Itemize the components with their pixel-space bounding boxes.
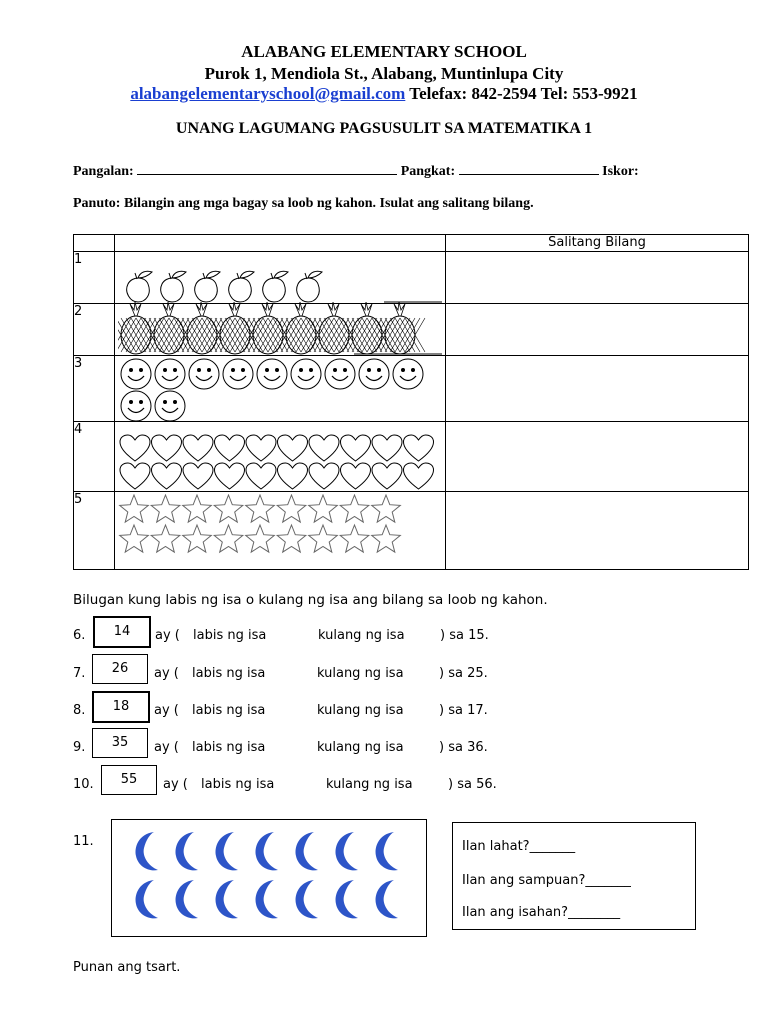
star-icon — [372, 525, 401, 552]
answer-cell[interactable] — [446, 492, 749, 570]
item-number: 6. — [73, 628, 86, 643]
row-number: 3 — [74, 356, 115, 422]
header-blank-cell — [74, 235, 115, 252]
school-name: ALABANG ELEMENTARY SCHOOL — [241, 42, 527, 61]
row-number: 2 — [74, 304, 115, 356]
crescent-moon-icon — [136, 880, 158, 918]
heart-icon — [215, 435, 245, 461]
star-icon — [214, 495, 243, 522]
contact-numbers: Telefax: 842-2594 Tel: 553-9921 — [409, 84, 638, 103]
star-icon — [151, 495, 180, 522]
heart-icon — [278, 463, 308, 489]
heart-icon — [120, 435, 150, 461]
smiley-icon — [325, 359, 355, 389]
crescent-moon-icon — [176, 832, 198, 870]
ay-label: ay ( — [154, 666, 179, 681]
questions-box — [452, 822, 696, 930]
pineapple-icon — [309, 302, 359, 354]
smiley-icon — [223, 359, 253, 389]
number-box: 14 — [93, 616, 151, 648]
smiley-icon — [189, 359, 219, 389]
smiley-icon — [393, 359, 423, 389]
item-number: 9. — [73, 740, 86, 755]
ay-label: ay ( — [163, 777, 188, 792]
question-tens: Ilan ang sampuan?_______ — [462, 873, 631, 888]
pineapple-icon — [210, 302, 260, 354]
option-labis[interactable]: labis ng isa — [192, 703, 266, 718]
star-icon — [277, 495, 306, 522]
table-header-salitang-bilang: Salitang Bilang — [446, 235, 749, 252]
fill-chart-instruction: Punan ang tsart. — [73, 960, 181, 975]
number-box: 35 — [92, 728, 148, 758]
star-icon — [183, 495, 212, 522]
header-blank-cell — [115, 235, 446, 252]
question-total: Ilan lahat?_______ — [462, 839, 576, 854]
question-ones: Ilan ang isahan?________ — [462, 905, 621, 920]
crescent-moon-icon — [296, 880, 318, 918]
mango-icon — [127, 271, 152, 302]
crescent-moon-icon — [256, 880, 278, 918]
row-number: 5 — [74, 492, 115, 570]
heart-icon — [152, 435, 182, 461]
star-icon — [183, 525, 212, 552]
smiley-icon — [121, 391, 151, 421]
heart-icon — [341, 463, 371, 489]
answer-cell[interactable] — [446, 422, 749, 492]
mango-icon — [195, 271, 220, 302]
mango-icon — [263, 271, 288, 302]
heart-icon — [246, 435, 276, 461]
instruction-count: Panuto: Bilangin ang mga bagay sa loob ng kahon. Isulat ang salitang bilang. — [73, 196, 534, 211]
star-icon — [214, 525, 243, 552]
smiley-group — [118, 356, 438, 422]
number-box: 18 — [92, 691, 150, 723]
star-icon — [246, 525, 275, 552]
mango-icon — [229, 271, 254, 302]
star-icon — [246, 495, 275, 522]
heart-icon — [183, 463, 213, 489]
pineapple-icon — [375, 302, 425, 354]
heart-icon — [404, 463, 434, 489]
moon-box — [111, 819, 427, 937]
student-info-line — [73, 160, 639, 180]
number-box: 26 — [92, 654, 148, 684]
answer-cell[interactable] — [446, 356, 749, 422]
smiley-icon — [121, 359, 151, 389]
pineapple-group — [118, 302, 448, 358]
ay-label: ay ( — [155, 628, 180, 643]
item-number: 8. — [73, 703, 86, 718]
heart-icon — [341, 435, 371, 461]
heart-icon — [215, 463, 245, 489]
star-icon — [120, 525, 149, 552]
option-labis[interactable]: labis ng isa — [192, 740, 266, 755]
instruction-compare: Bilugan kung labis ng isa o kulang ng isa ang bilang sa loob ng kahon. — [73, 592, 548, 608]
star-icon — [151, 525, 180, 552]
option-kulang[interactable]: kulang ng isa — [317, 666, 404, 681]
comparison-tail: ) sa 15. — [440, 628, 489, 643]
moon-group — [112, 820, 426, 936]
pineapple-icon — [144, 302, 194, 354]
heart-icon — [246, 463, 276, 489]
heart-icon — [404, 435, 434, 461]
heart-icon — [152, 463, 182, 489]
star-icon — [340, 525, 369, 552]
star-group — [118, 494, 418, 558]
star-icon — [277, 525, 306, 552]
exam-title: UNANG LAGUMANG PAGSUSULIT SA MATEMATIKA 1 — [175, 120, 593, 137]
option-labis[interactable]: labis ng isa — [201, 777, 275, 792]
star-icon — [309, 495, 338, 522]
heart-icon — [309, 463, 339, 489]
crescent-moon-icon — [256, 832, 278, 870]
crescent-moon-icon — [216, 832, 238, 870]
name-blank[interactable] — [137, 160, 397, 175]
crescent-moon-icon — [376, 880, 398, 918]
crescent-moon-icon — [336, 880, 358, 918]
crescent-moon-icon — [336, 832, 358, 870]
crescent-moon-icon — [296, 832, 318, 870]
heart-icon — [372, 435, 402, 461]
pineapple-icon — [177, 302, 227, 354]
answer-cell[interactable] — [446, 304, 749, 356]
item-11-number: 11. — [73, 834, 94, 849]
row-number: 1 — [74, 252, 115, 304]
star-icon — [340, 495, 369, 522]
item-number: 10. — [73, 777, 94, 792]
option-kulang[interactable]: kulang ng isa — [326, 777, 413, 792]
heart-icon — [309, 435, 339, 461]
star-icon — [120, 495, 149, 522]
name-label: Pangalan: — [73, 164, 134, 179]
heart-group — [118, 432, 438, 496]
option-labis[interactable]: labis ng isa — [192, 666, 266, 681]
number-box: 55 — [101, 765, 157, 795]
pineapple-icon — [276, 302, 326, 354]
option-kulang[interactable]: kulang ng isa — [317, 703, 404, 718]
email-link[interactable]: alabangelementaryschool@gmail.com — [130, 84, 406, 103]
star-icon — [372, 495, 401, 522]
score-label: Iskor: — [602, 164, 639, 179]
heart-icon — [183, 435, 213, 461]
row-number: 4 — [74, 422, 115, 492]
option-kulang[interactable]: kulang ng isa — [317, 740, 404, 755]
school-contact-line — [0, 84, 768, 104]
answer-cell[interactable] — [446, 252, 749, 304]
section-blank[interactable] — [459, 160, 599, 175]
smiley-icon — [257, 359, 287, 389]
star-icon — [309, 525, 338, 552]
crescent-moon-icon — [216, 880, 238, 918]
smiley-icon — [291, 359, 321, 389]
heart-icon — [372, 463, 402, 489]
section-label: Pangkat: — [400, 164, 456, 179]
comparison-tail: ) sa 17. — [439, 703, 488, 718]
heart-icon — [120, 463, 150, 489]
comparison-tail: ) sa 56. — [448, 777, 497, 792]
pineapple-icon — [342, 302, 392, 354]
mango-icon — [161, 271, 186, 302]
crescent-moon-icon — [176, 880, 198, 918]
school-address: Purok 1, Mendiola St., Alabang, Muntinlupa City — [204, 64, 564, 83]
pineapple-icon — [243, 302, 293, 354]
mango-icon — [297, 271, 322, 302]
heart-icon — [278, 435, 308, 461]
option-kulang[interactable]: kulang ng isa — [318, 628, 405, 643]
smiley-icon — [155, 391, 185, 421]
smiley-icon — [359, 359, 389, 389]
crescent-moon-icon — [376, 832, 398, 870]
item-number: 7. — [73, 666, 86, 681]
ay-label: ay ( — [154, 740, 179, 755]
ay-label: ay ( — [154, 703, 179, 718]
comparison-tail: ) sa 25. — [439, 666, 488, 681]
smiley-icon — [155, 359, 185, 389]
option-labis[interactable]: labis ng isa — [193, 628, 267, 643]
mango-group — [118, 266, 448, 306]
crescent-moon-icon — [136, 832, 158, 870]
comparison-tail: ) sa 36. — [439, 740, 488, 755]
